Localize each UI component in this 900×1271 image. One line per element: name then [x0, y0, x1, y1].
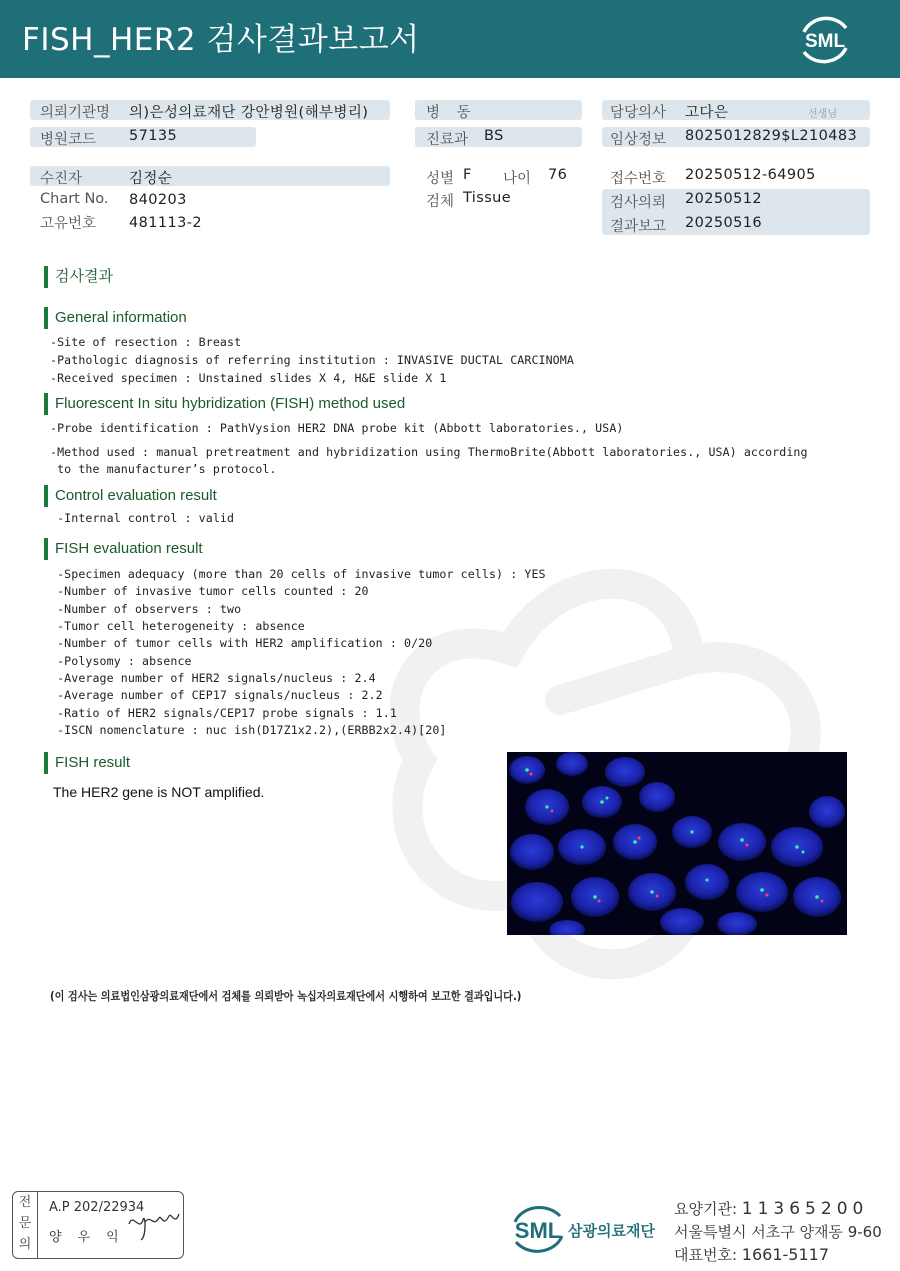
sml-logo [796, 12, 854, 66]
stamp-side-char: 문 [18, 1216, 32, 1231]
unique-no-label: 고유번호 [40, 216, 97, 232]
general-line: -Pathologic diagnosis of referring institution : INVASIVE DUCTAL CARCINOMA [50, 353, 574, 367]
eval-line: -Ratio of HER2 signals/CEP17 probe signals : 1.1 [50, 706, 397, 720]
unique-no-value: 481113-2 [129, 215, 203, 231]
hospital-code-label: 병원코드 [40, 132, 97, 148]
institution-label: 의뢰기관명 [40, 105, 111, 121]
footer-logo-text: SML [514, 1218, 562, 1243]
stamp-license: A.P 202/22934 [49, 1200, 145, 1215]
age-value: 76 [548, 167, 568, 183]
general-info-heading: General information [44, 307, 187, 329]
eval-line: -Tumor cell heterogeneity : absence [50, 619, 305, 633]
sex-value: F [463, 167, 472, 183]
footer-phone-label: 대표번호: [674, 1246, 738, 1264]
request-date-label: 검사의뢰 [610, 195, 667, 211]
ward-label: 병 동 [426, 105, 477, 121]
footer-org-name: 삼광의료재단 [568, 1222, 655, 1240]
eval-line: -Average number of CEP17 signals/nucleus : 2.2 [50, 688, 383, 702]
report-date-label: 결과보고 [610, 219, 667, 235]
chart-value: 840203 [129, 192, 187, 208]
signature-image [125, 1202, 183, 1242]
footer-code-label: 요양기관: [674, 1200, 738, 1218]
specimen-label: 검체 [426, 194, 455, 210]
report-title: FISH_HER2 검사결과보고서 [22, 22, 420, 58]
info-bar-patient [30, 166, 390, 186]
stamp-name: 양우익 [49, 1230, 135, 1245]
general-line: -Received specimen : Unstained slides X 4, H&E slide X 1 [50, 371, 447, 385]
report-header [0, 0, 900, 78]
footer-address: 서울특별시 서초구 양재동 9-60 [674, 1223, 882, 1241]
dept-value: BS [484, 128, 504, 144]
method-line: -Method used : manual pretreatment and hybridization using ThermoBrite(Abbott laboratories., USA) according [50, 445, 808, 459]
report-date-value: 20250516 [685, 215, 763, 231]
footer-phone-value: 1661-5117 [741, 1245, 830, 1264]
sml-logo-text: SML [804, 31, 846, 52]
doctor-label: 담당의사 [610, 105, 667, 121]
chart-label: Chart No. [40, 191, 109, 207]
dept-label: 진료과 [426, 132, 469, 148]
fish-result-text: The HER2 gene is NOT amplified. [53, 784, 265, 800]
fish-eval-heading: FISH evaluation result [44, 538, 203, 560]
general-line: -Site of resection : Breast [50, 335, 242, 349]
request-date-value: 20250512 [685, 191, 763, 207]
stamp-side-label [13, 1192, 38, 1258]
specialist-stamp [12, 1191, 184, 1259]
footer-code-value: 11365200 [741, 1199, 869, 1219]
patient-label: 수진자 [40, 171, 83, 187]
eval-line: -Number of observers : two [50, 602, 242, 616]
control-heading: Control evaluation result [44, 485, 217, 507]
stamp-side-char: 전 [18, 1195, 32, 1210]
eval-line: -Number of tumor cells with HER2 amplification : 0/20 [50, 636, 433, 650]
eval-line: -Polysomy : absence [50, 654, 192, 668]
age-label: 나이 [503, 171, 532, 187]
footer-sml-logo [510, 1198, 665, 1258]
method-line: -Probe identification : PathVysion HER2 DNA probe kit (Abbott laboratories., USA) [50, 421, 624, 435]
fish-micrograph-image [507, 752, 847, 935]
fish-result-heading: FISH result [44, 752, 130, 774]
clinical-value: 8025012829$L210483 [685, 128, 858, 144]
eval-line: -Average number of HER2 signals/nucleus : 2.4 [50, 671, 376, 685]
footer-institution-code [674, 1198, 868, 1219]
eval-line: -Specimen adequacy (more than 20 cells of invasive tumor cells) : YES [50, 567, 546, 581]
method-heading: Fluorescent In situ hybridization (FISH) method used [44, 393, 405, 415]
specimen-value: Tissue [463, 190, 512, 206]
receipt-value: 20250512-64905 [685, 167, 816, 183]
doctor-value: 고다은 [685, 105, 729, 121]
disclaimer-note: (이 검사는 의료법인삼광의료재단에서 검체를 의뢰받아 녹십자의료재단에서 시행하여 보고한 결과입니다.) [50, 989, 522, 1003]
eval-line: -ISCN nomenclature : nuc ish(D17Z1x2.2),(ERBB2x2.4)[20] [50, 723, 447, 737]
sex-label: 성별 [426, 171, 455, 187]
results-heading: 검사결과 [44, 266, 113, 288]
receipt-label: 접수번호 [610, 171, 667, 187]
patient-value: 김정순 [129, 171, 173, 187]
institution-value: 의)은성의료재단 강안병원(해부병리) [129, 105, 369, 121]
method-line: to the manufacturer’s protocol. [50, 462, 277, 476]
footer-phone [674, 1244, 829, 1265]
eval-line: -Number of invasive tumor cells counted : 20 [50, 584, 369, 598]
control-line: -Internal control : valid [50, 511, 235, 525]
doctor-suffix: 선생님 [808, 109, 837, 120]
stamp-side-char: 의 [18, 1237, 32, 1252]
clinical-label: 임상정보 [610, 132, 667, 148]
hospital-code-value: 57135 [129, 128, 178, 144]
